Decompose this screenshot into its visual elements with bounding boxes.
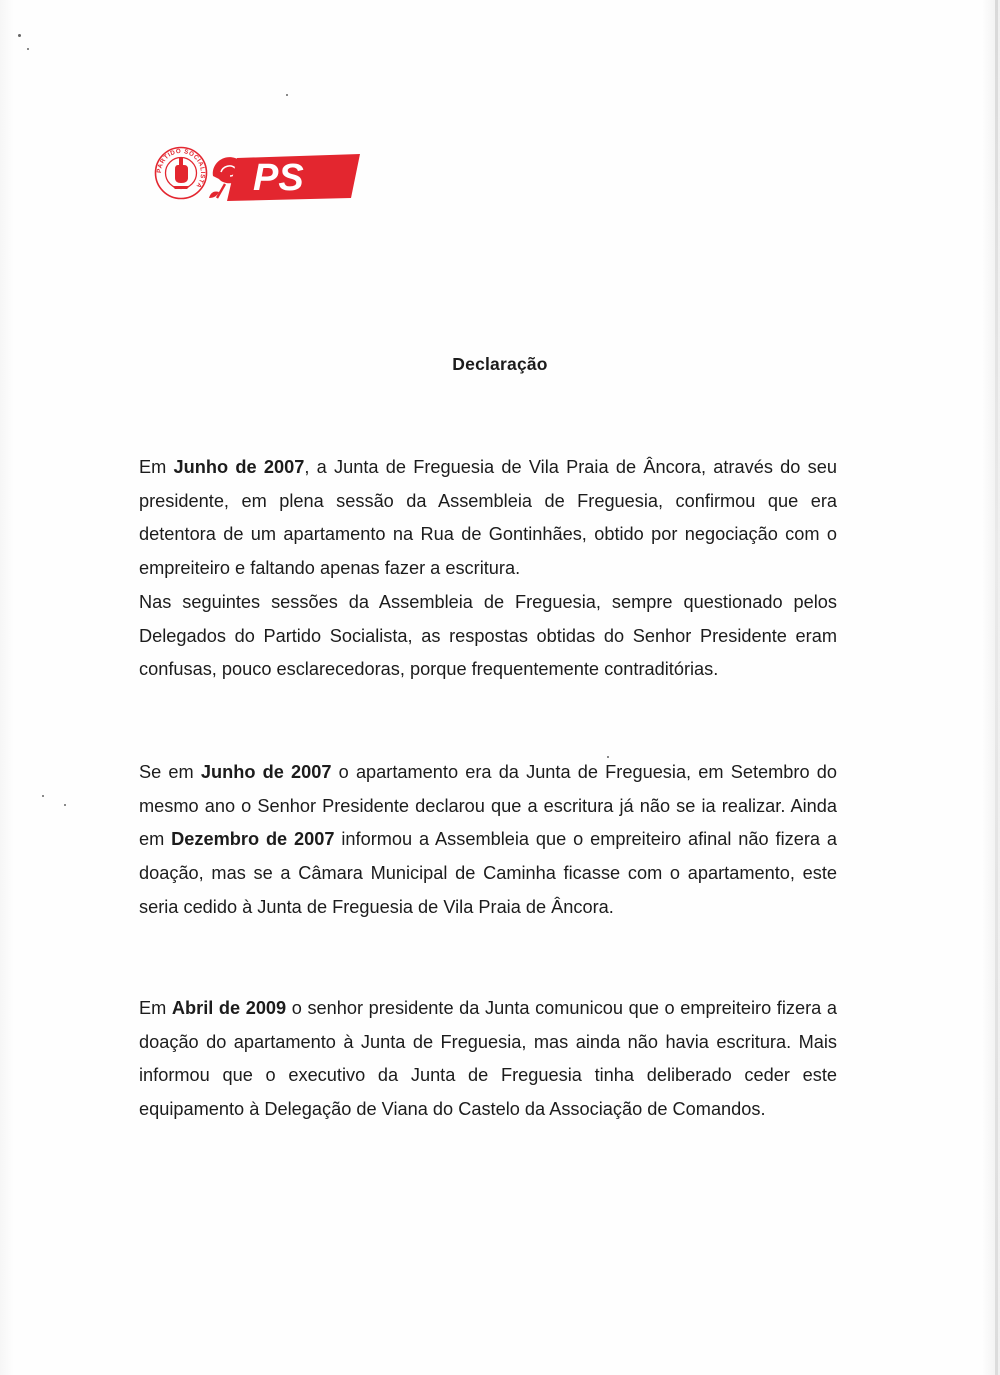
scan-speck <box>286 94 288 96</box>
paragraph-1 <box>139 451 837 687</box>
paragraph-text <box>139 756 837 925</box>
scan-speck <box>64 804 66 806</box>
emblem-icon <box>156 148 207 199</box>
bold-date: Junho de 2007 <box>200 762 332 782</box>
text-run: o senhor presidente da Junta comunicou que o empreiteiro fizera a doação do apartamento à Junta de Freguesia, mas ainda não havia escritura. Mais informou que o executivo da Junta de Freguesia tinha deliberado ceder este equipamento à Delegação de Viana do Castelo da Associação de Comandos. <box>139 998 837 1120</box>
paragraph-2 <box>139 756 837 925</box>
document-title: Declaração <box>452 354 548 374</box>
scan-speck <box>18 34 21 37</box>
ps-wordmark-text: PS <box>253 157 304 199</box>
page-edge-shadow <box>995 0 998 1375</box>
paragraph-text <box>139 586 837 687</box>
party-logo <box>153 146 363 204</box>
paragraph-text <box>139 992 837 1127</box>
text-run: Nas seguintes sessões da Assembleia de Freguesia, sempre questionado pelos Delegados do Partido Socialista, as respostas obtidas do Senhor Presidente eram confusas, pouco esclarecedoras, porque frequentemente contraditórias. <box>139 591 837 680</box>
bold-date: Abril de 2009 <box>171 998 287 1018</box>
text-run: Se em <box>139 762 201 782</box>
ps-wordmark <box>227 154 360 201</box>
scan-speck <box>27 48 29 50</box>
paragraph-text <box>139 451 837 586</box>
scan-speck <box>42 795 44 797</box>
text-run: Em <box>139 457 174 477</box>
text-run: o apartamento era da Junta de Freguesia, em Setembro do mesmo ano o Senhor Presidente declarou que a escritura já não se ia realizar. Ainda em <box>139 762 837 850</box>
paragraph-3 <box>139 992 837 1127</box>
text-run: , a Junta de Freguesia de Vila Praia de Âncora, através do seu presidente, em plena sessão da Assembleia de Freguesia, confirmou que era detentora de um apartamento na Rua de Gontinhães, obtido por negociação com o empreiteiro e faltando apenas fazer a escritura. <box>139 457 837 579</box>
bold-date: Junho de 2007 <box>173 457 305 477</box>
text-run: informou a Assembleia que o empreiteiro afinal não fizera a doação, mas se a Câmara Municipal de Caminha ficasse com o apartamento, este seria cedido à Junta de Freguesia de Vila Praia de Âncora. <box>139 829 837 917</box>
text-run: Em <box>139 998 172 1018</box>
bold-date: Dezembro de 2007 <box>171 829 335 850</box>
emblem-ring-text: PARTIDO SOCIALISTA <box>155 147 207 190</box>
